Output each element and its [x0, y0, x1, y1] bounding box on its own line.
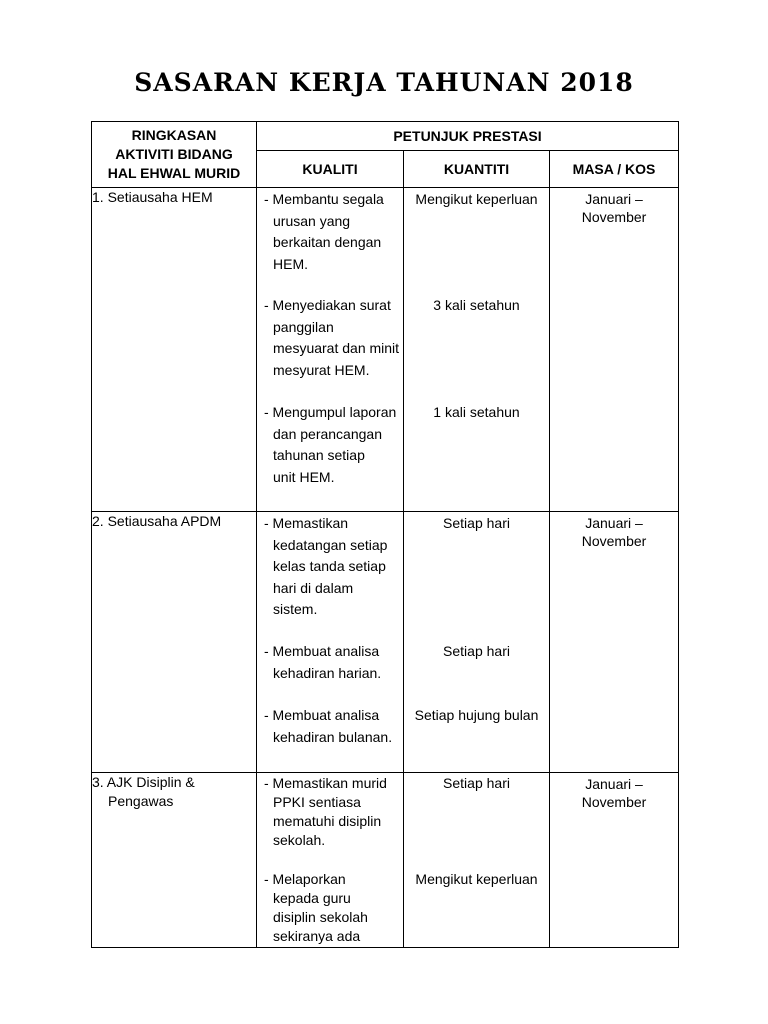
activity-cell: 3. AJK Disiplin & Pengawas: [92, 773, 257, 948]
quantity-cell: Mengikut keperluan 3 kali setahun 1 kali setahun: [404, 188, 550, 512]
activity-cell: 2. Setiausaha APDM: [92, 512, 257, 773]
work-target-table: [91, 121, 679, 948]
table-row: [92, 773, 679, 948]
quantity-cell: Setiap hari Mengikut keperluan: [404, 773, 550, 948]
time-cost-cell: Januari – November: [550, 512, 679, 773]
quantity-cell: Setiap hari Setiap hari Setiap hujung bulan: [404, 512, 550, 773]
header-quantity: KUANTITI: [404, 151, 550, 188]
activity-cell: 1. Setiausaha HEM: [92, 188, 257, 512]
table-row: [92, 188, 679, 512]
header-time-cost: MASA / KOS: [550, 151, 679, 188]
time-cost-cell: Januari – November: [550, 188, 679, 512]
table-row: [92, 512, 679, 773]
quality-cell: - Membantu segala urusan yang berkaitan dengan HEM. - Menyediakan surat panggilan mesyuarat dan minit mesyurat HEM. - Mengumpul laporan dan perancangan tahunan setiap unit HEM.: [257, 188, 404, 512]
header-quality: KUALITI: [257, 151, 404, 188]
header-activity-summary: RINGKASAN AKTIVITI BIDANG HAL EHWAL MURID: [92, 122, 257, 188]
header-performance-indicator: PETUNJUK PRESTASI: [257, 122, 679, 151]
quality-cell: - Memastikan murid PPKI sentiasa mematuhi disiplin sekolah. - Melaporkan kepada guru disiplin sekolah sekiranya ada: [257, 773, 404, 948]
time-cost-cell: Januari – November: [550, 773, 679, 948]
document-title: SASARAN KERJA TAHUNAN 2018: [134, 68, 634, 97]
quality-cell: - Memastikan kedatangan setiap kelas tanda setiap hari di dalam sistem. - Membuat analisa kehadiran harian. - Membuat analisa kehadiran bulanan.: [257, 512, 404, 773]
